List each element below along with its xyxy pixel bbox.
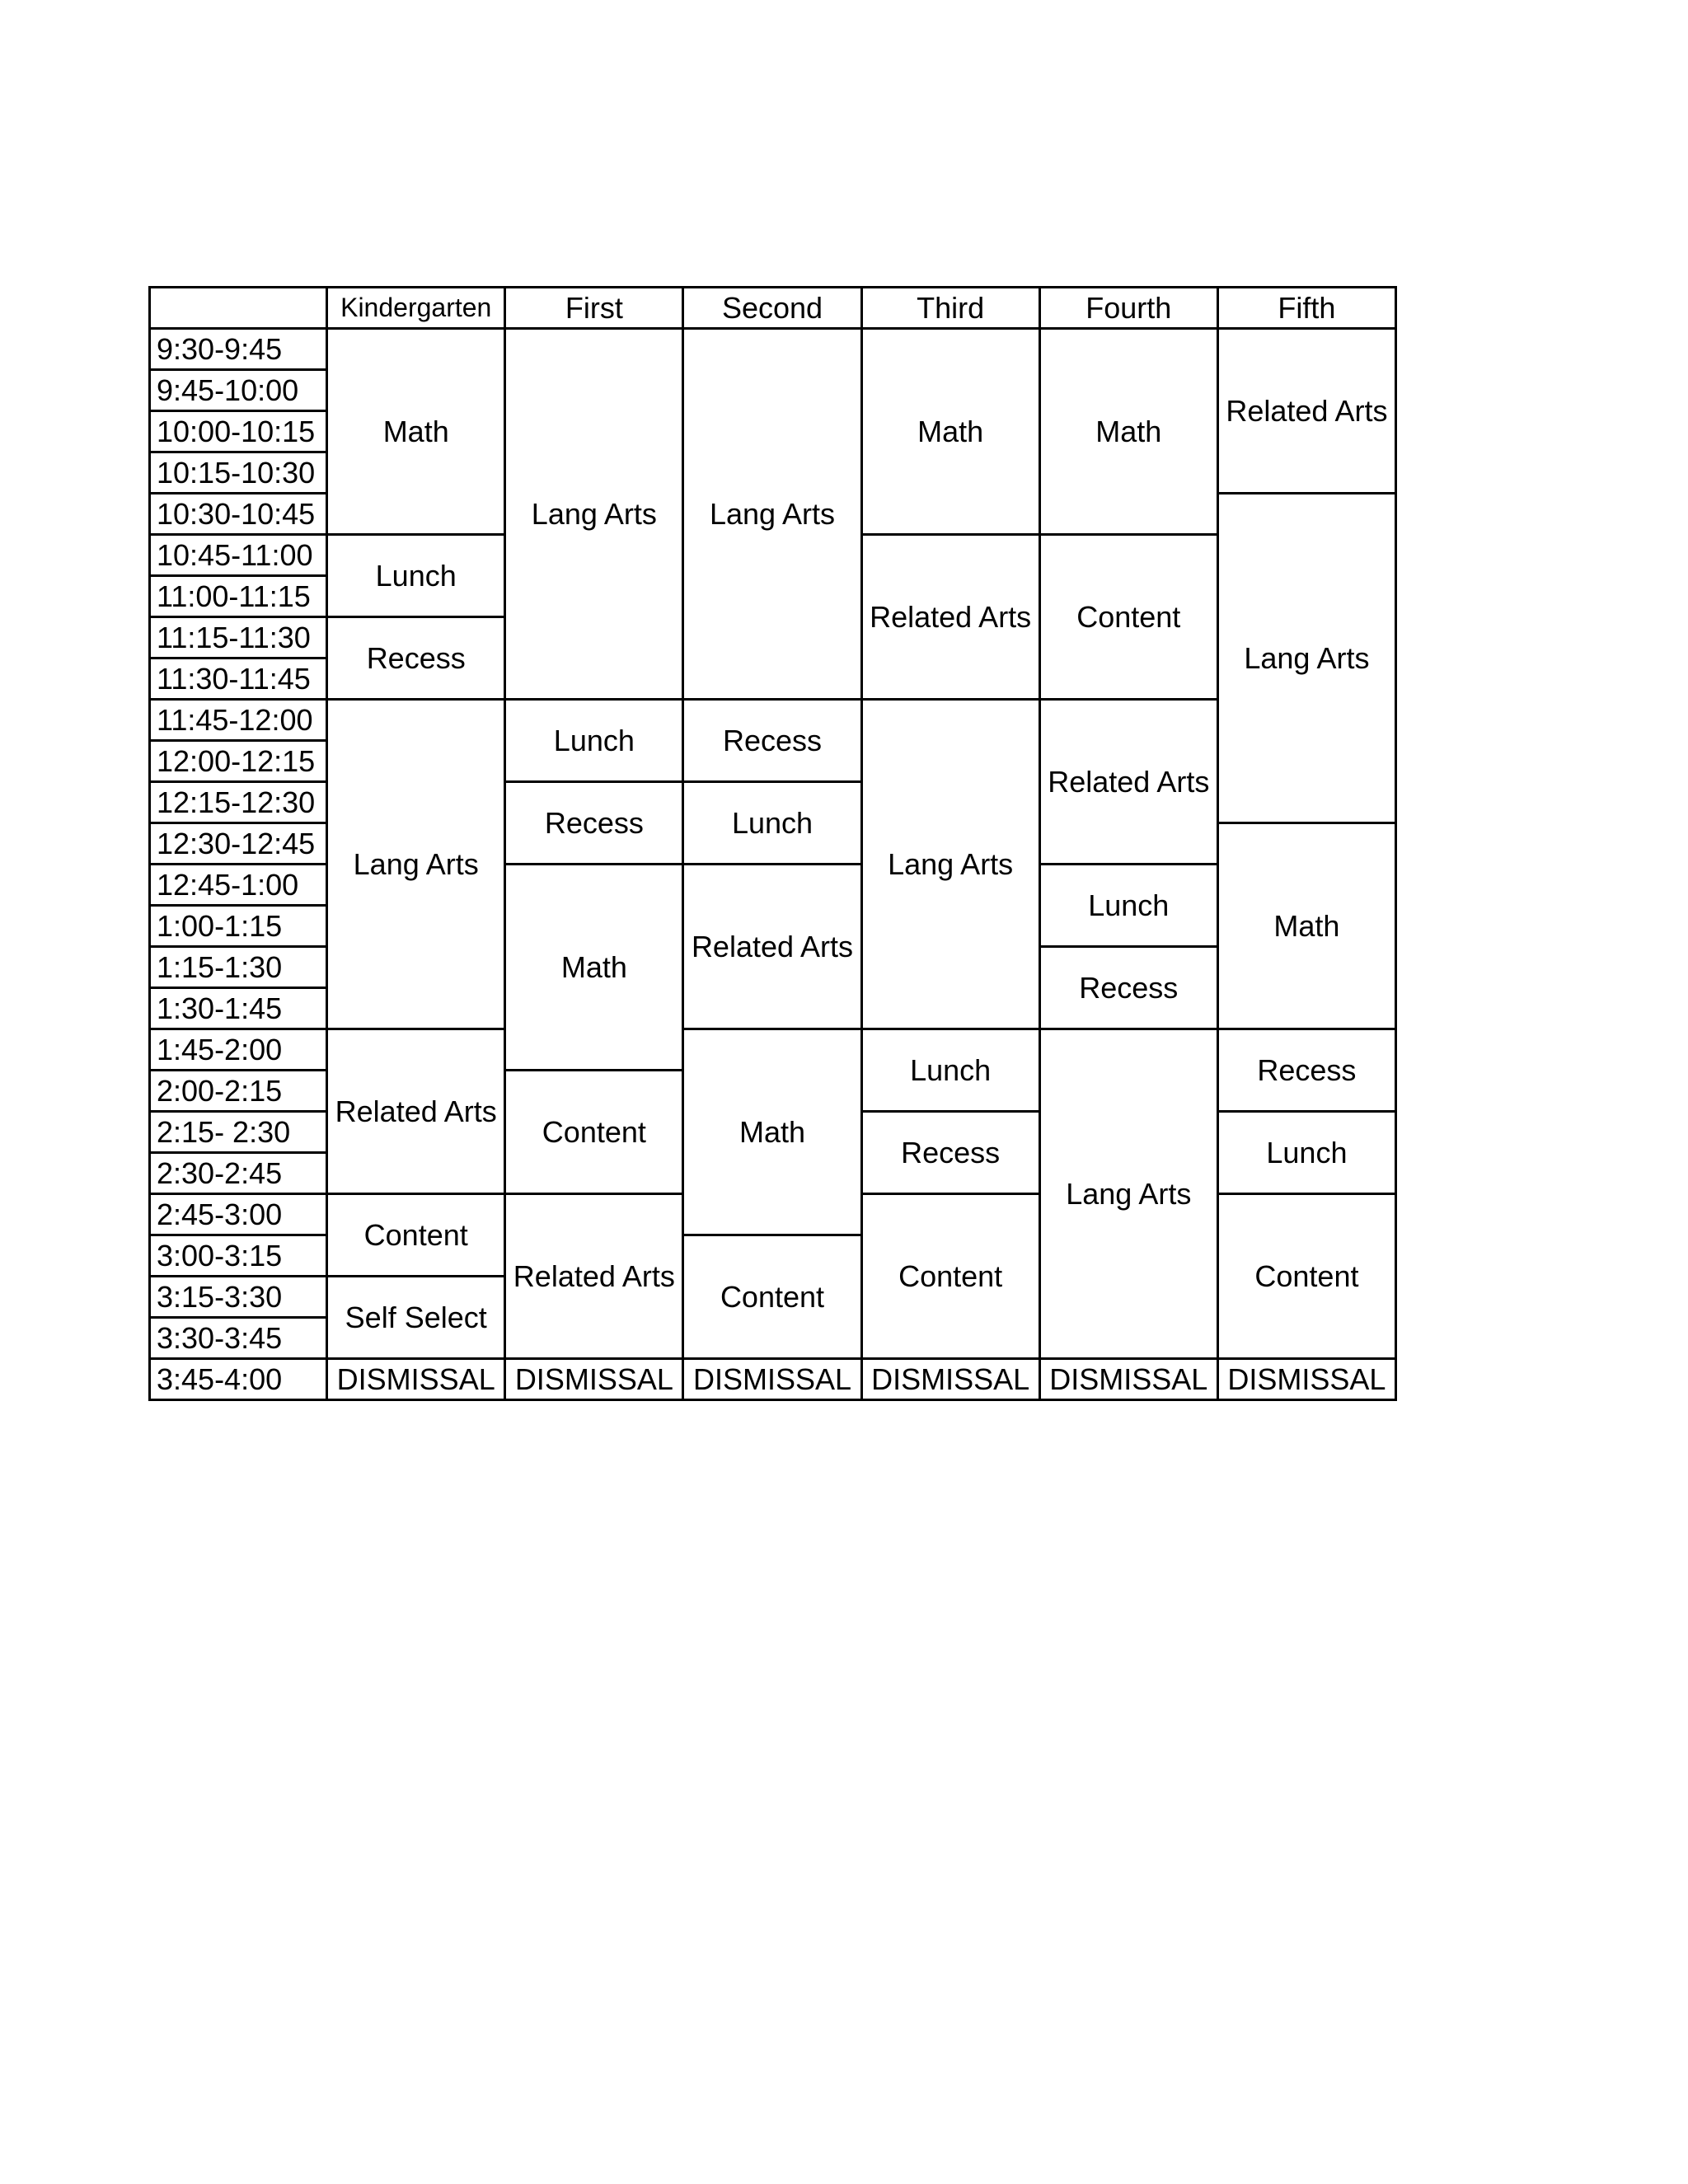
- time-slot-row: [150, 700, 1396, 741]
- time-slot-label: 12:15-12:30: [150, 782, 327, 823]
- time-slot-label: 1:45-2:00: [150, 1029, 327, 1071]
- first-recess-block: Recess: [505, 782, 683, 865]
- third-lang-arts-block: Lang Arts: [861, 700, 1039, 1029]
- kindergarten-lunch-block: Lunch: [327, 535, 505, 617]
- fifth-dismissal-block: DISMISSAL: [1217, 1359, 1395, 1400]
- fifth-math-block: Math: [1217, 823, 1395, 1029]
- time-slot-label: 10:15-10:30: [150, 452, 327, 494]
- first-math-block: Math: [505, 865, 683, 1071]
- kindergarten-self-select-block: Self Select: [327, 1277, 505, 1359]
- second-related-arts-block: Related Arts: [683, 865, 861, 1029]
- schedule-container: [148, 286, 1397, 1401]
- fourth-recess-block: Recess: [1039, 947, 1217, 1029]
- header-kindergarten: Kindergarten: [327, 288, 505, 329]
- fourth-lang-arts-block: Lang Arts: [1039, 1029, 1217, 1359]
- time-slot-label: 2:00-2:15: [150, 1071, 327, 1112]
- second-content-block: Content: [683, 1235, 861, 1359]
- third-dismissal-block: DISMISSAL: [861, 1359, 1039, 1400]
- time-slot-label: 10:30-10:45: [150, 494, 327, 535]
- schedule-body: [150, 329, 1396, 1400]
- time-slot-label: 9:45-10:00: [150, 370, 327, 411]
- time-slot-label: 11:30-11:45: [150, 658, 327, 700]
- time-slot-label: 12:30-12:45: [150, 823, 327, 865]
- time-slot-label: 3:30-3:45: [150, 1318, 327, 1359]
- time-slot-label: 12:45-1:00: [150, 865, 327, 906]
- kindergarten-recess-block: Recess: [327, 617, 505, 700]
- first-content-block: Content: [505, 1071, 683, 1194]
- time-slot-label: 10:00-10:15: [150, 411, 327, 452]
- third-math-block: Math: [861, 329, 1039, 535]
- second-recess-block: Recess: [683, 700, 861, 782]
- fourth-related-arts-block: Related Arts: [1039, 700, 1217, 865]
- fifth-recess-block: Recess: [1217, 1029, 1395, 1112]
- time-slot-label: 1:15-1:30: [150, 947, 327, 988]
- time-slot-label: 9:30-9:45: [150, 329, 327, 370]
- fourth-math-block: Math: [1039, 329, 1217, 535]
- time-slot-label: 12:00-12:15: [150, 741, 327, 782]
- header-second: Second: [683, 288, 861, 329]
- time-slot-label: 3:00-3:15: [150, 1235, 327, 1277]
- first-lang-arts-block: Lang Arts: [505, 329, 683, 700]
- time-slot-label: 11:45-12:00: [150, 700, 327, 741]
- kindergarten-lang-arts-block: Lang Arts: [327, 700, 505, 1029]
- fourth-dismissal-block: DISMISSAL: [1039, 1359, 1217, 1400]
- kindergarten-related-arts-block: Related Arts: [327, 1029, 505, 1194]
- fourth-lunch-block: Lunch: [1039, 865, 1217, 947]
- fourth-content-block: Content: [1039, 535, 1217, 700]
- header-first: First: [505, 288, 683, 329]
- kindergarten-content-block: Content: [327, 1194, 505, 1277]
- third-recess-block: Recess: [861, 1112, 1039, 1194]
- fifth-lunch-block: Lunch: [1217, 1112, 1395, 1194]
- time-slot-row: [150, 1029, 1396, 1071]
- time-slot-label: 3:45-4:00: [150, 1359, 327, 1400]
- time-slot-label: 1:30-1:45: [150, 988, 327, 1029]
- class-schedule-table: [148, 286, 1397, 1401]
- second-lunch-block: Lunch: [683, 782, 861, 865]
- corner-header-cell: [150, 288, 327, 329]
- time-slot-label: 11:00-11:15: [150, 576, 327, 617]
- second-math-block: Math: [683, 1029, 861, 1235]
- fifth-related-arts-block: Related Arts: [1217, 329, 1395, 494]
- dismissal-row: [150, 1359, 1396, 1400]
- time-slot-row: [150, 329, 1396, 370]
- header-third: Third: [861, 288, 1039, 329]
- time-slot-label: 11:15-11:30: [150, 617, 327, 658]
- time-slot-label: 2:45-3:00: [150, 1194, 327, 1235]
- fifth-lang-arts-block: Lang Arts: [1217, 494, 1395, 823]
- time-slot-label: 1:00-1:15: [150, 906, 327, 947]
- time-slot-label: 2:30-2:45: [150, 1153, 327, 1194]
- time-slot-label: 3:15-3:30: [150, 1277, 327, 1318]
- third-content-block: Content: [861, 1194, 1039, 1359]
- kindergarten-math-block: Math: [327, 329, 505, 535]
- first-lunch-block: Lunch: [505, 700, 683, 782]
- third-lunch-block: Lunch: [861, 1029, 1039, 1112]
- header-row: [150, 288, 1396, 329]
- kindergarten-dismissal-block: DISMISSAL: [327, 1359, 505, 1400]
- fifth-content-block: Content: [1217, 1194, 1395, 1359]
- header-fourth: Fourth: [1039, 288, 1217, 329]
- second-dismissal-block: DISMISSAL: [683, 1359, 861, 1400]
- time-slot-label: 10:45-11:00: [150, 535, 327, 576]
- first-dismissal-block: DISMISSAL: [505, 1359, 683, 1400]
- second-lang-arts-block: Lang Arts: [683, 329, 861, 700]
- first-related-arts-block: Related Arts: [505, 1194, 683, 1359]
- header-fifth: Fifth: [1217, 288, 1395, 329]
- third-related-arts-block: Related Arts: [861, 535, 1039, 700]
- time-slot-label: 2:15- 2:30: [150, 1112, 327, 1153]
